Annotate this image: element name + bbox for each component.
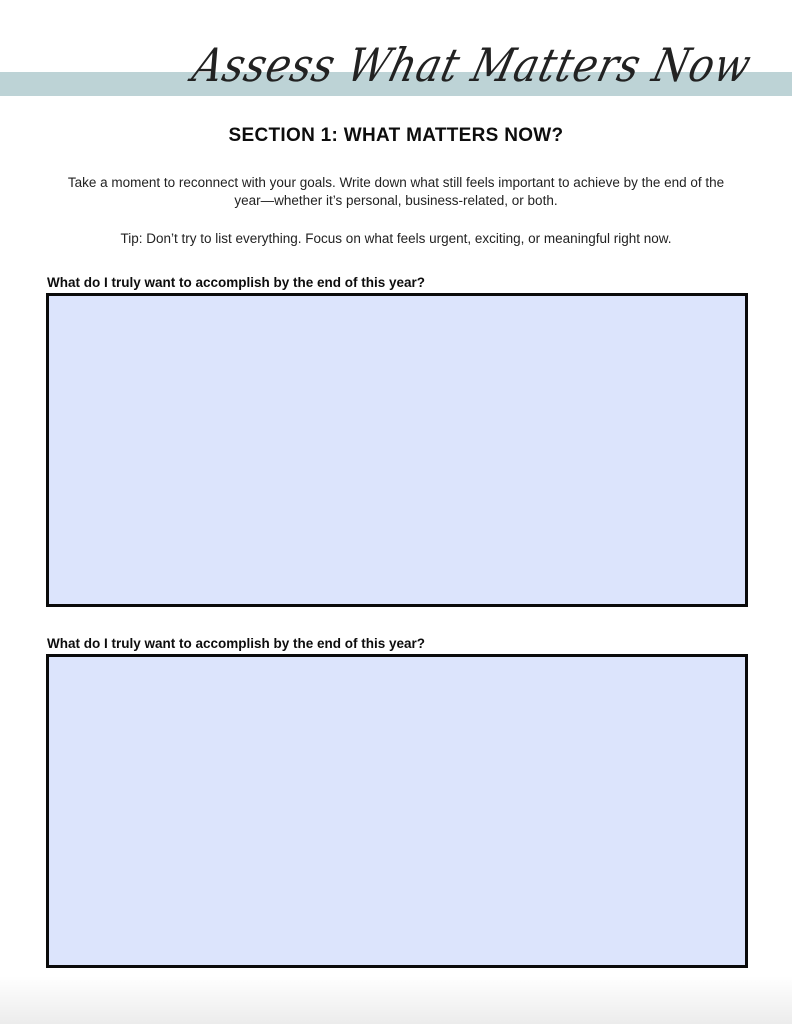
page-bottom-shadow [0, 976, 792, 1024]
question-label-2: What do I truly want to accomplish by the end of this year? [47, 636, 426, 651]
answer-field-1[interactable] [46, 293, 748, 607]
tip-text: Tip: Don’t try to list everything. Focus on what feels urgent, exciting, or meaningful right now. [120, 231, 672, 246]
answer-field-2[interactable] [46, 654, 748, 968]
script-title: Assess What Matters Now [187, 39, 757, 93]
section-title: SECTION 1: WHAT MATTERS NOW? [228, 125, 564, 146]
intro-text: Take a moment to reconnect with your goals. Write down what still feels important to achieve by the end of the year—whether it’s personal, business-related, or both. [67, 175, 725, 208]
question-label-1: What do I truly want to accomplish by the end of this year? [47, 275, 426, 290]
